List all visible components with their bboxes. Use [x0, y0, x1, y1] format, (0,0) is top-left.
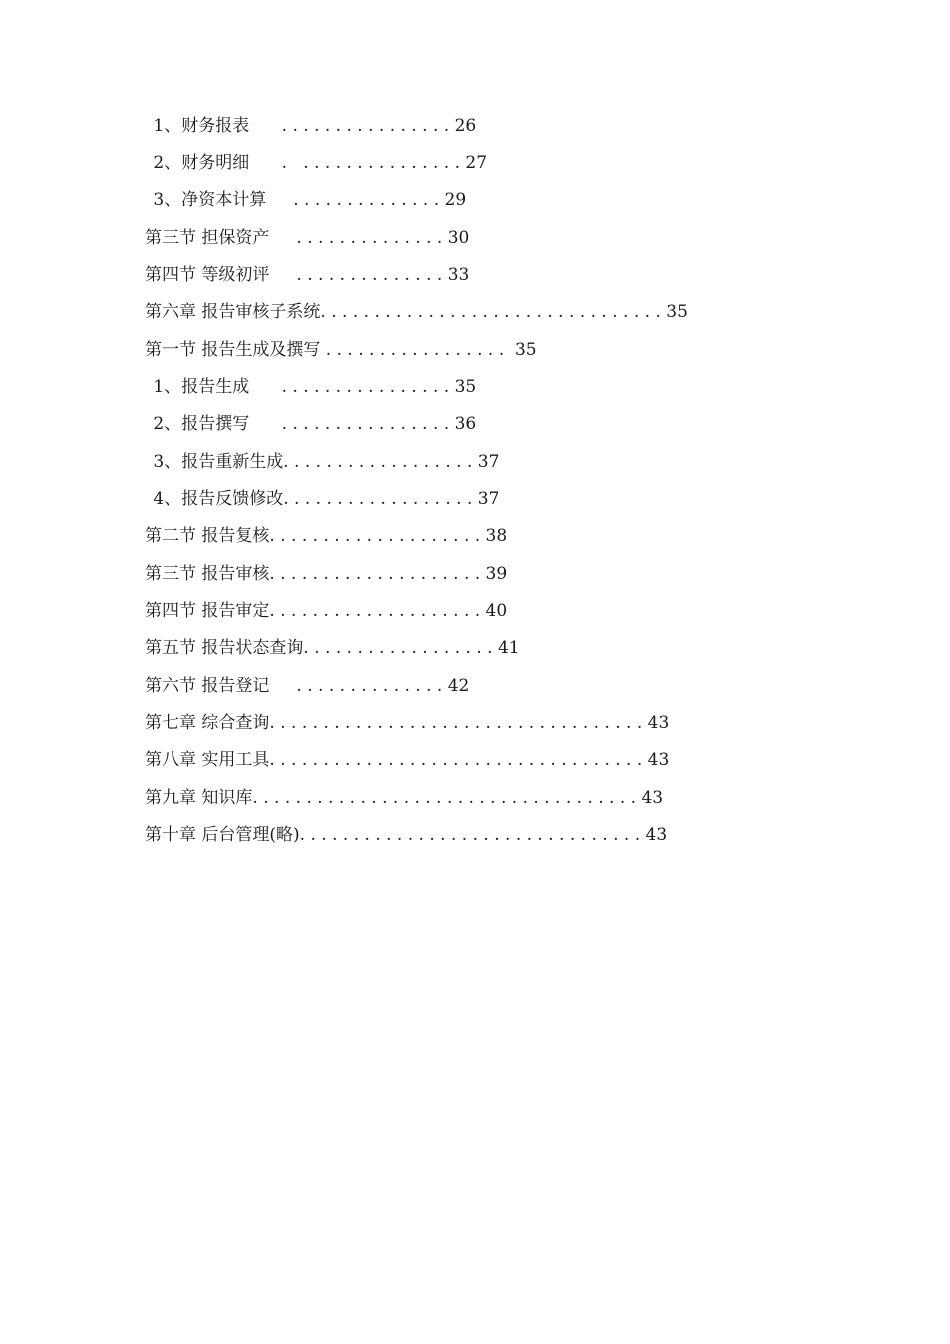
toc-line: 4、报告反馈修改. . . . . . . . . . . . . . . . . . 37	[148, 489, 500, 509]
toc-line: 第四节 报告审定. . . . . . . . . . . . . . . . . . . . 40	[145, 601, 508, 621]
toc-line: 第六章 报告审核子系统. . . . . . . . . . . . . . . . . . . . . . . . . . . . . . . . 35	[145, 302, 688, 322]
toc-line: 2、报告撰写 . . . . . . . . . . . . . . . . 36	[148, 414, 477, 434]
toc-line: 1、财务报表 . . . . . . . . . . . . . . . . 26	[148, 116, 477, 136]
toc-line: 第四节 等级初评 . . . . . . . . . . . . . . 33	[145, 265, 470, 285]
toc-line: 2、财务明细 . . . . . . . . . . . . . . . . 27	[148, 153, 488, 173]
toc-line: 第三节 担保资产 . . . . . . . . . . . . . . 30	[145, 228, 470, 248]
toc-line: 第八章 实用工具. . . . . . . . . . . . . . . . . . . . . . . . . . . . . . . . . . . 43	[145, 750, 670, 770]
toc-line: 第二节 报告复核. . . . . . . . . . . . . . . . . . . . 38	[145, 526, 508, 546]
toc-line: 3、净资本计算 . . . . . . . . . . . . . . 29	[148, 190, 467, 210]
toc-line: 第九章 知识库. . . . . . . . . . . . . . . . . . . . . . . . . . . . . . . . . . . . 43	[145, 788, 664, 808]
toc-line: 第五节 报告状态查询. . . . . . . . . . . . . . . . . . 41	[145, 638, 520, 658]
toc-line: 3、报告重新生成. . . . . . . . . . . . . . . . . . 37	[148, 452, 500, 472]
toc-line: 第七章 综合查询. . . . . . . . . . . . . . . . . . . . . . . . . . . . . . . . . . . 43	[145, 713, 670, 733]
toc-line: 1、报告生成 . . . . . . . . . . . . . . . . 35	[148, 377, 477, 397]
toc-line: 第十章 后台管理(略). . . . . . . . . . . . . . . . . . . . . . . . . . . . . . . . 43	[145, 825, 668, 845]
toc-line: 第一节 报告生成及撰写 . . . . . . . . . . . . . . . . . 35	[145, 340, 537, 360]
toc-line: 第三节 报告审核. . . . . . . . . . . . . . . . . . . . 39	[145, 564, 508, 584]
toc-line: 第六节 报告登记 . . . . . . . . . . . . . . 42	[145, 676, 470, 696]
